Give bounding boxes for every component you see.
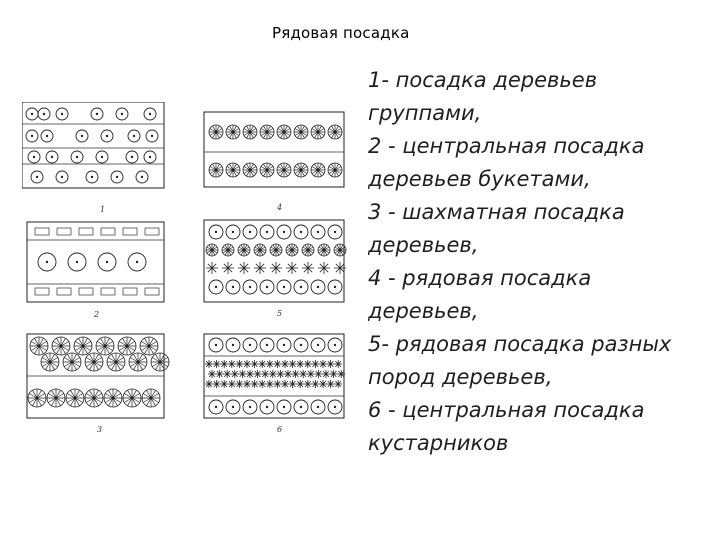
panel-6-central-shrubs xyxy=(204,334,345,418)
tree-trunk xyxy=(151,135,153,137)
tree-trunk xyxy=(249,406,251,408)
shrub-symbol xyxy=(254,370,262,378)
shrub-symbol xyxy=(304,380,312,388)
tree-trunk xyxy=(76,156,78,158)
bouquet-bed xyxy=(79,228,93,235)
shrub-symbol xyxy=(311,360,319,368)
shrub-symbol xyxy=(243,360,251,368)
shrub-symbol xyxy=(314,370,322,378)
caption-line: деревьев букетами, xyxy=(368,167,591,191)
bouquet-bed xyxy=(101,288,115,295)
tree-trunk xyxy=(106,261,108,263)
tree-trunk xyxy=(334,286,336,288)
shrub-symbol xyxy=(281,360,289,368)
tree-trunk xyxy=(215,286,217,288)
tree-trunk xyxy=(136,261,138,263)
shrub-symbol xyxy=(238,370,246,378)
shrub-symbol xyxy=(330,370,338,378)
shrub-symbol xyxy=(292,370,300,378)
bouquet-bed xyxy=(35,288,49,295)
shrub-symbol xyxy=(327,360,335,368)
panel-number-5: 5 xyxy=(277,309,283,318)
shrub-symbol xyxy=(235,360,243,368)
tree-trunk xyxy=(317,344,319,346)
shrub-symbol xyxy=(327,380,335,388)
caption-line: 5- рядовая посадка разных xyxy=(368,332,672,356)
shrub-symbol xyxy=(231,370,239,378)
slide-title: Рядовая посадка xyxy=(272,24,410,42)
shrub-symbol xyxy=(213,360,221,368)
shrub-symbol xyxy=(254,262,266,274)
tree-trunk xyxy=(232,286,234,288)
shrub-symbol xyxy=(319,380,327,388)
tree-trunk xyxy=(283,344,285,346)
tree-trunk xyxy=(91,176,93,178)
shrub-symbol xyxy=(205,360,213,368)
shrub-symbol xyxy=(213,380,221,388)
tree-trunk xyxy=(300,286,302,288)
bouquet-bed xyxy=(101,228,115,235)
shrub-symbol xyxy=(273,360,281,368)
shrub-symbol xyxy=(220,360,228,368)
shrub-symbol xyxy=(318,262,330,274)
tree-trunk xyxy=(215,344,217,346)
shrub-symbol xyxy=(273,380,281,388)
shrub-symbol xyxy=(235,380,243,388)
bouquet-bed xyxy=(145,228,159,235)
panel-number-1: 1 xyxy=(100,205,106,214)
tree-trunk xyxy=(31,135,33,137)
planting-schemes-figure xyxy=(22,102,357,447)
bouquet-bed xyxy=(123,228,137,235)
shrub-symbol xyxy=(304,360,312,368)
shrub-symbol xyxy=(286,262,298,274)
caption-line: деревьев, xyxy=(368,299,479,323)
shrub-symbol xyxy=(228,360,236,368)
shrub-symbol xyxy=(299,370,307,378)
shrub-symbol xyxy=(270,262,282,274)
shrub-symbol xyxy=(258,380,266,388)
tree-trunk xyxy=(33,156,35,158)
tree-trunk xyxy=(106,135,108,137)
shrub-symbol xyxy=(222,262,234,274)
bouquet-bed xyxy=(79,288,93,295)
tree-trunk xyxy=(317,286,319,288)
tree-trunk xyxy=(334,231,336,233)
shrub-symbol xyxy=(289,360,297,368)
bouquet-bed xyxy=(57,228,71,235)
tree-trunk xyxy=(31,113,33,115)
bouquet-bed xyxy=(145,288,159,295)
tree-trunk xyxy=(149,113,151,115)
tree-trunk xyxy=(300,406,302,408)
tree-trunk xyxy=(131,156,133,158)
tree-trunk xyxy=(36,176,38,178)
shrub-symbol xyxy=(334,360,342,368)
shrub-symbol xyxy=(238,262,250,274)
panel-3-checkerboard xyxy=(27,334,169,418)
tree-trunk xyxy=(232,406,234,408)
tree-trunk xyxy=(101,156,103,158)
tree-trunk xyxy=(334,406,336,408)
shrub-symbol xyxy=(302,262,314,274)
panel-frame xyxy=(204,112,344,187)
shrub-symbol xyxy=(337,370,345,378)
shrub-symbol xyxy=(276,370,284,378)
shrub-symbol xyxy=(266,380,274,388)
tree-trunk xyxy=(76,261,78,263)
caption-line: группами, xyxy=(368,101,482,125)
bouquet-bed xyxy=(57,288,71,295)
shrub-symbol xyxy=(206,262,218,274)
caption-line: 2 - центральная посадка xyxy=(368,134,645,158)
panel-1-groups xyxy=(22,102,164,188)
tree-trunk xyxy=(141,176,143,178)
bouquet-bed xyxy=(35,228,49,235)
shrub-symbol xyxy=(266,360,274,368)
tree-trunk xyxy=(121,113,123,115)
shrub-symbol xyxy=(269,370,277,378)
tree-trunk xyxy=(232,231,234,233)
shrub-symbol xyxy=(220,380,228,388)
caption-line: пород деревьев, xyxy=(368,365,553,389)
tree-trunk xyxy=(283,286,285,288)
panel-5-rows-mixed xyxy=(204,220,346,302)
shrub-symbol xyxy=(284,370,292,378)
shrub-symbol xyxy=(307,370,315,378)
tree-trunk xyxy=(43,113,45,115)
shrub-symbol xyxy=(223,370,231,378)
caption-list xyxy=(368,64,713,462)
caption-line: 4 - рядовая посадка xyxy=(368,266,592,290)
tree-trunk xyxy=(51,156,53,158)
shrub-symbol xyxy=(258,360,266,368)
tree-trunk xyxy=(283,406,285,408)
tree-trunk xyxy=(300,231,302,233)
panel-number-4: 4 xyxy=(277,203,283,212)
tree-trunk xyxy=(249,286,251,288)
bouquet-bed xyxy=(123,288,137,295)
tree-trunk xyxy=(149,156,151,158)
shrub-symbol xyxy=(296,360,304,368)
shrub-symbol xyxy=(251,380,259,388)
shrub-symbol xyxy=(251,360,259,368)
tree-trunk xyxy=(266,286,268,288)
caption-line: деревьев, xyxy=(368,233,479,257)
panel-number-3: 3 xyxy=(97,425,103,434)
tree-trunk xyxy=(46,261,48,263)
shrub-symbol xyxy=(205,380,213,388)
panel-number-2: 2 xyxy=(94,310,100,319)
tree-trunk xyxy=(116,176,118,178)
caption-line: кустарников xyxy=(368,431,509,455)
shrub-symbol xyxy=(322,370,330,378)
caption-line: 6 - центральная посадка xyxy=(368,398,645,422)
shrub-symbol xyxy=(281,380,289,388)
panel-2-central-bouquets xyxy=(27,222,164,302)
tree-trunk xyxy=(283,231,285,233)
tree-trunk xyxy=(300,344,302,346)
panel-number-6: 6 xyxy=(277,425,283,434)
shrub-symbol xyxy=(216,370,224,378)
tree-trunk xyxy=(215,231,217,233)
shrub-symbol xyxy=(289,380,297,388)
tree-trunk xyxy=(81,135,83,137)
tree-trunk xyxy=(317,231,319,233)
tree-trunk xyxy=(266,231,268,233)
caption-line: 3 - шахматная посадка xyxy=(368,200,625,224)
tree-trunk xyxy=(266,406,268,408)
tree-trunk xyxy=(133,135,135,137)
tree-trunk xyxy=(266,344,268,346)
tree-trunk xyxy=(317,406,319,408)
shrub-symbol xyxy=(208,370,216,378)
tree-trunk xyxy=(249,344,251,346)
shrub-symbol xyxy=(311,380,319,388)
shrub-symbol xyxy=(334,380,342,388)
tree-trunk xyxy=(61,176,63,178)
shrub-symbol xyxy=(296,380,304,388)
shrub-symbol xyxy=(228,380,236,388)
tree-trunk xyxy=(232,344,234,346)
tree-trunk xyxy=(249,231,251,233)
tree-trunk xyxy=(96,113,98,115)
tree-trunk xyxy=(46,135,48,137)
panel-4-rows xyxy=(204,112,344,187)
tree-trunk xyxy=(61,113,63,115)
shrub-symbol xyxy=(246,370,254,378)
caption-line: 1- посадка деревьев xyxy=(368,68,598,92)
tree-trunk xyxy=(215,406,217,408)
tree-trunk xyxy=(334,344,336,346)
shrub-symbol xyxy=(261,370,269,378)
shrub-symbol xyxy=(319,360,327,368)
shrub-symbol xyxy=(243,380,251,388)
